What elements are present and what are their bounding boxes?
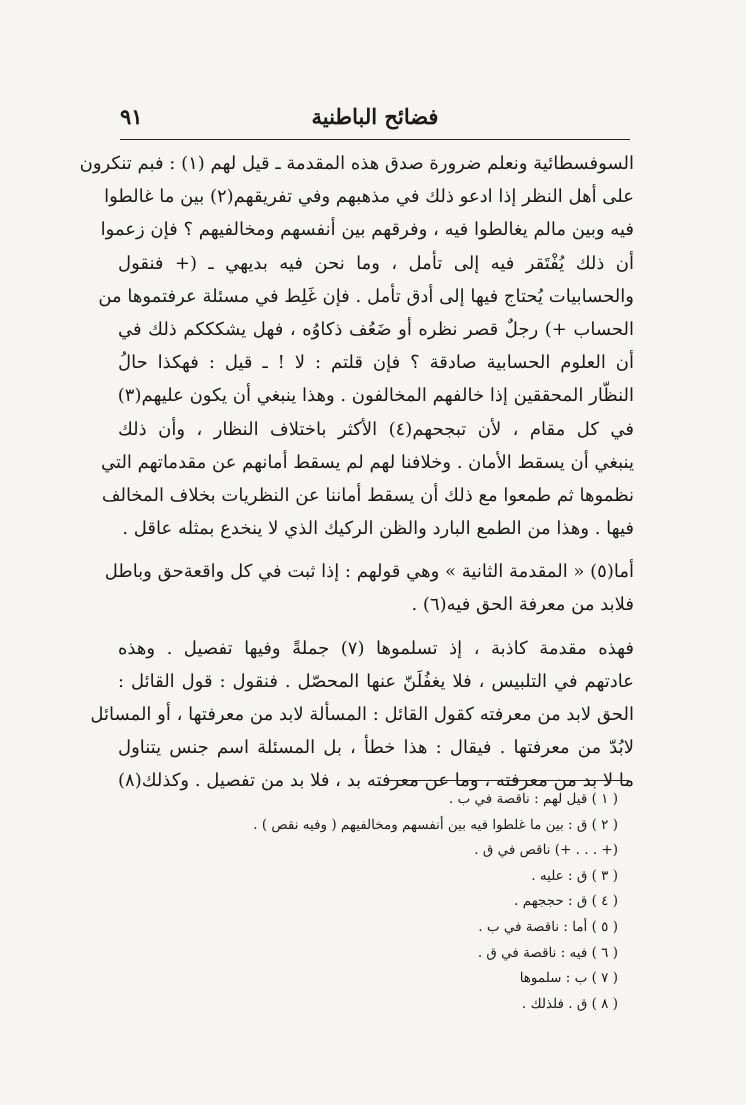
paragraph-3 — [90, 632, 635, 798]
text-line: نظموها ثم طمعوا مع ذلك أن يسقط أماننا عن النظريات بخلاف المخالف — [101, 484, 634, 506]
footnote: ( ٤ ) ق : حججهم . — [514, 893, 618, 910]
header-title: فضائح الباطنية — [311, 104, 439, 129]
footnote: ( ١ ) قيل لهم : ناقصة في ب . — [448, 791, 618, 807]
text-line: السوفسطائية ونعلم ضرورة صدق هذه المقدمة ـ قيل لهم (١) : فبم تنكرون — [79, 153, 634, 174]
footnotes — [198, 787, 618, 1017]
footnote: ( ٧ ) ب : سلموها — [519, 970, 618, 987]
text-line: فيه وبين مالم يغالطوا فيه ، وفرقهم بين أنفسهم ومخالفيهم ؟ فإن زعموا — [100, 219, 634, 241]
text-line: الحساب +) رجلٌ قصر نظره أو ضَعُف ذكاوُه ، فهل يشكككم ذلك في — [118, 318, 634, 340]
paragraph-2 — [104, 555, 634, 621]
text-line: فلابد من معرفة الحق فيه(٦) . — [411, 594, 634, 616]
text-line: عادتهم في التلبيس ، فلا يغفُلَنّ عنها المحصّل . فنقول : قول القائل : — [118, 670, 634, 692]
text-line: ما لا بد من معرفته ، وما عن معرفته بد ، فلا بد من تفصيل . وكذلك(٨) — [118, 770, 634, 792]
text-line: على أهل النظر إذا ادعو ذلك في مذهبهم وفي تفريقهم(٢) بين ما غالطوا — [104, 186, 634, 208]
text-line: في كل مقام ، لأن تبجحهم(٤) الأكثر باختلاف النظار ، وأن ذلك — [118, 418, 634, 440]
footnote: (+ . . . +) ناقص في ق . — [474, 842, 618, 859]
footnote: ( ٥ ) أما : ناقصة في ب . — [478, 918, 618, 935]
main-text — [79, 147, 635, 798]
footnote: ( ٢ ) ق : بين ما غلطوا فيه بين أنفسهم ومخالفيهم ( وفيه نقص ) . — [253, 816, 618, 833]
text-line: لابُدّ من معرفتها . فيقال : هذا خطأ ، بل المسئلة اسم جنس يتناول — [118, 737, 634, 759]
paragraph-1 — [79, 147, 634, 545]
text-line: ينبغي أن يسقط الأمان . وخلافنا لهم لم يسقط أمانهم عن مقدماتهم التي — [101, 451, 634, 473]
text-line: والحسابيات يُحتاج فيها إلى أدق تأمل . فإن غَلِط في مسئلة عرفتموها من — [98, 285, 634, 307]
paragraph-gap — [118, 622, 634, 632]
text-line: أن العلوم الحسابية صادقة ؟ فإن قلتم : لا ! ـ قيل : فهكذا حالُ — [118, 352, 634, 374]
text-line: النظّار المحققين إذا خالفهم المخالفون . وهذا ينبغي أن يكون عليهم(٣) — [117, 385, 634, 407]
text-line: فيها . وهذا من الطمع البارد والظن الركيك الذي لا ينخدع بمثله عاقل . — [122, 518, 634, 540]
footnote: ( ٦ ) فيه : ناقصة في ق . — [477, 944, 618, 961]
paragraph-gap — [118, 545, 634, 555]
page-number: ٩١ — [120, 104, 143, 129]
running-header — [120, 100, 630, 140]
text-line: أما(٥) « المقدمة الثانية » وهي قولهم : إذا ثبت في كل واقعةحق وباطل — [104, 561, 634, 583]
text-line: فهذه مقدمة كاذبة ، إذ تسلموها (٧) جملةً وفيها تفصيل . وهذه — [118, 637, 635, 659]
footnote: ( ٣ ) ق : عليه . — [531, 867, 618, 884]
footnote: ( ٨ ) ق . فلذلك . — [521, 995, 618, 1012]
text-line: أن ذلك يُفْتَقر فيه إلى تأمل ، وما نحن فيه بديهي ـ (+ فنقول — [118, 252, 634, 274]
header-rule — [120, 139, 630, 140]
text-line: الحق لابد من معرفته كقول القائل : المسألة لابد من معرفتها ، أو المسائل — [90, 704, 634, 725]
footnote-rule — [387, 780, 629, 781]
